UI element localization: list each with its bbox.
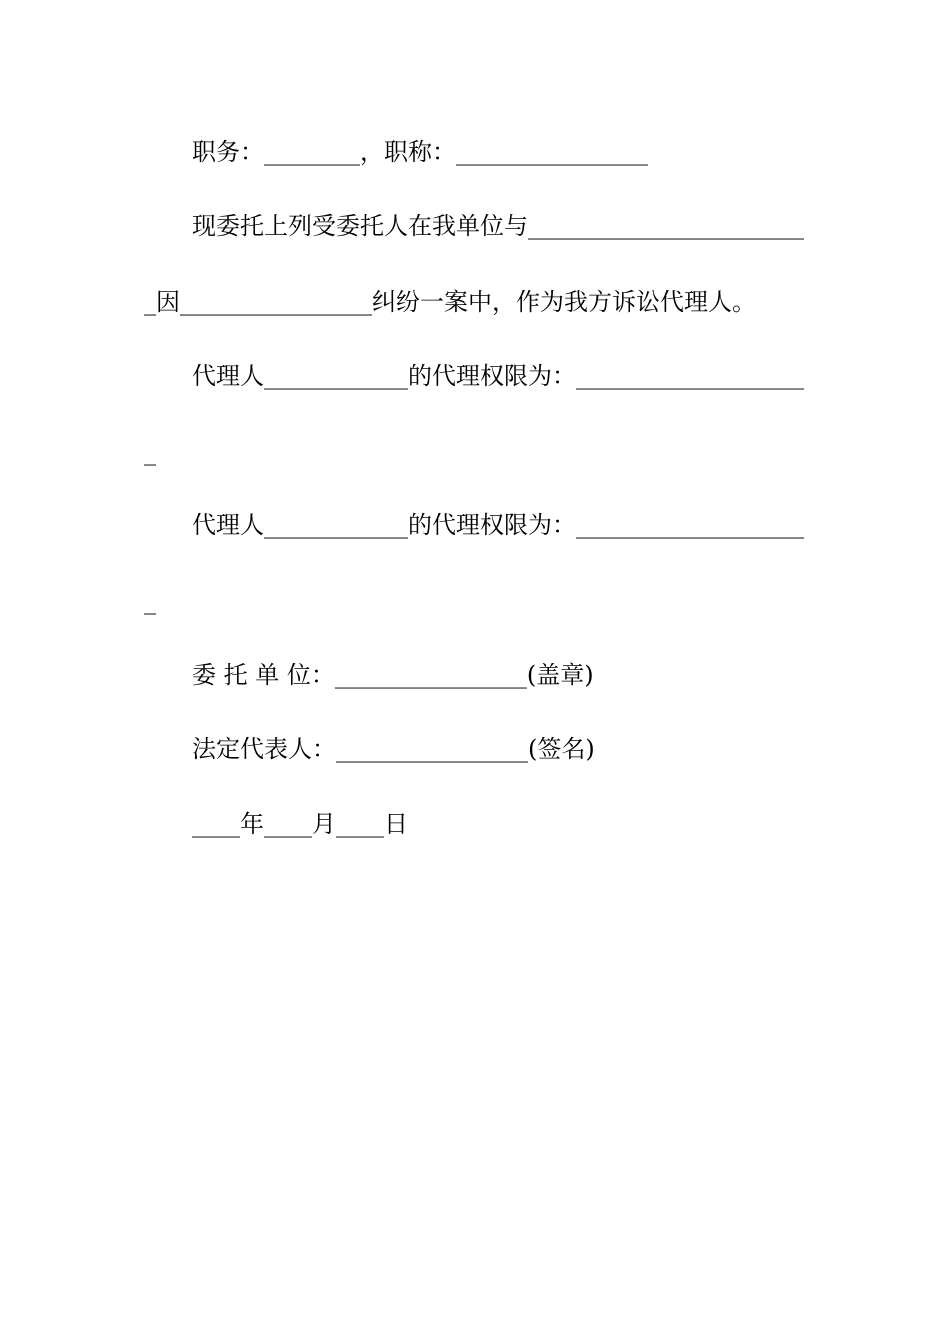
agent-authority-continuation-1: _ bbox=[144, 438, 156, 466]
entrusting-unit-line: 委 托 单 位：________________(盖章) bbox=[192, 661, 594, 689]
agent-authority-continuation-2: _ bbox=[144, 587, 156, 615]
agent-authority-line-1: 代理人____________的代理权限为：___________________ bbox=[192, 362, 804, 390]
dispute-case-line: _因________________纠纷一案中，作为我方诉讼代理人。 bbox=[144, 288, 756, 316]
date-line: ____年____月____日 bbox=[192, 810, 408, 838]
entrustment-statement-line: 现委托上列受委托人在我单位与_______________________ bbox=[192, 212, 804, 240]
position-title-line: 职务：________，职称：________________ bbox=[192, 138, 648, 166]
agent-authority-line-2: 代理人____________的代理权限为：___________________ bbox=[192, 511, 804, 539]
legal-representative-line: 法定代表人：________________(签名) bbox=[192, 735, 595, 763]
